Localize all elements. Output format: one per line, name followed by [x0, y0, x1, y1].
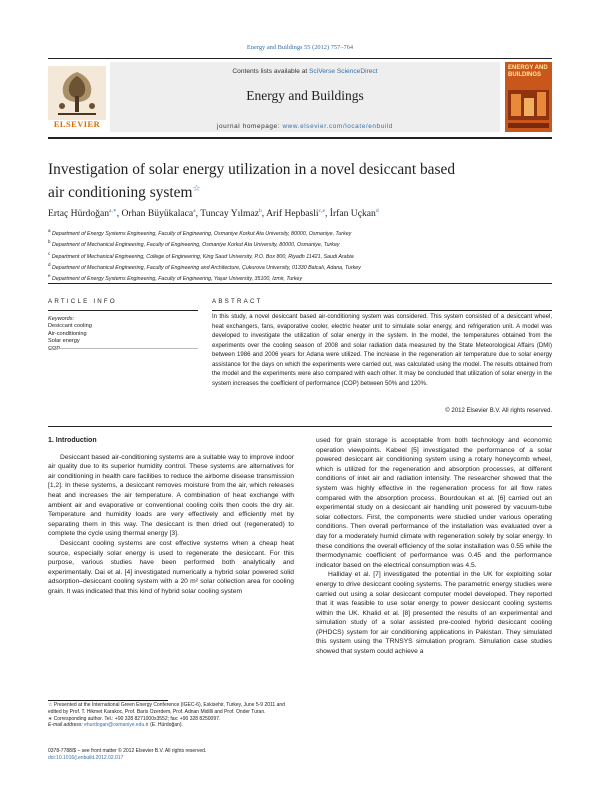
section-heading: 1. Introduction	[48, 437, 97, 444]
author[interactable]: Arif Hepbasli	[266, 208, 319, 220]
article-title-text: Investigation of solar energy utilization in a novel desiccant based air conditioning system	[48, 161, 456, 202]
keyword: Solar energy	[48, 338, 80, 345]
title-footnote-mark[interactable]: ☆	[192, 183, 201, 193]
affiliation	[48, 238, 548, 249]
homepage-link[interactable]: www.elsevier.com/locate/enbuild	[282, 123, 394, 130]
email-label: E-mail address:	[48, 722, 85, 729]
affiliation	[48, 227, 548, 238]
author-list: Ertaç Hürdoğan$^{a,∗}$, Orhan Büyükalaca$^a$, Tuncay Yılmaz$^b$, Arif Hepbasli$^{c,e}$, İrfan Uçkan$^d$	[48, 208, 379, 220]
affiliation-text: Department of Mechanical Engineering, Faculty of Engineering and Architecture, Çukurova University, 01330 Balcalı, Adana, Turkey	[52, 264, 361, 271]
affiliation	[48, 250, 548, 261]
sciverse-link[interactable]: SciVerse ScienceDirect	[309, 68, 378, 75]
elsevier-wordmark: ELSEVIER	[53, 120, 101, 129]
author-sup[interactable]: c,e	[318, 208, 325, 214]
article-title	[48, 160, 468, 202]
divider	[48, 310, 198, 311]
homepage-prefix: journal homepage:	[216, 123, 283, 130]
affiliation-text: Department of Mechanical Engineering, College of Engineering, King Saud University, P.O. Box 800, Riyadh 11421, Saudi Arabia	[51, 253, 354, 260]
affiliation-sup: b	[48, 239, 51, 245]
author[interactable]: Orhan Büyükalaca	[121, 208, 194, 220]
paragraph: Halliday et al. [7] investigated the potential in the UK for exploiting solar energy to drive desiccant cooling systems. The parametric energy studies were carried out using a solar desiccant computer model developed. They reported that it was feasible to use solar energy to power desiccant cooling systems within the UK. Khalid et al. [8] presented the results of an experimental and simulation study of a solar assisted pre-cooled hybrid desiccant cooling (PHDCS) system for air conditioning applications in Pakistan. They simulated this system using the TRNSYS simulation program. Simulation case studies showed that system could achieve a	[316, 571, 552, 656]
paragraph: used for grain storage is acceptable from both technology and economic operation viewpoints. Kabeel [5] investigated the performance of a solar powered desiccant air conditioning system using a rotary honeycomb wheel, which is utilized for the regeneration and absorption processes, at different conditions of inlet air and radiation intensity. The researcher showed that the system was highly effective in the regeneration process for all flow rates compared with the absorption process. Bourdoukan et al. [6] carried out an experimental study on a desiccant air handling unit powered by vacuum-tube solar collectors. First, the components were studied under various operating conditions. Then overall performance of the installation was evaluated over a day for a moderately humid climate with regeneration solely by solar energy. In these conditions the overall efficiency of the solar installation was 0.55 while the thermodynamic coefficient of performance was 0.45 and the performance indicator based on the electrical consumption was 4.5.	[316, 437, 552, 569]
header-rule-bottom	[48, 137, 552, 139]
affiliation-sup: c	[48, 250, 51, 256]
divider	[48, 426, 552, 427]
author[interactable]: Tuncay Yılmaz	[200, 208, 259, 220]
affiliation-text: Department of Energy Systems Engineering, Faculty of Engineering, Yaşar University, 35100, Izmir, Turkey	[52, 276, 303, 283]
elsevier-logo	[48, 66, 106, 128]
author-sup[interactable]: d	[375, 208, 379, 214]
affiliation-text: Department of Energy Systems Engineering, Faculty of Engineering, Osmaniye Korkut Ata University, 80000, Osmaniye, Turkey	[52, 230, 352, 237]
footnote-rule	[48, 700, 168, 701]
affiliation-text: Department of Mechanical Engineering, Faculty of Engineering, Osmaniye Korkut Ata University, 80000, Osmaniye, Turkey	[52, 242, 340, 249]
journal-homepage	[110, 123, 500, 130]
divider	[48, 283, 552, 284]
author[interactable]: Ertaç Hürdoğan	[48, 208, 110, 220]
header-rule-top	[48, 58, 552, 59]
cover-title: ENERGY AND BUILDINGS	[508, 65, 548, 78]
article-info-heading: ARTICLE INFO	[48, 298, 117, 305]
keyword: Air-conditioning	[48, 330, 87, 337]
affiliations	[48, 227, 548, 284]
abstract-copyright: © 2012 Elsevier B.V. All rights reserved.	[445, 408, 552, 414]
abstract-heading: ABSTRACT	[212, 298, 263, 305]
email-name: (E. Hürdoğan).	[148, 722, 183, 729]
author[interactable]: İrfan Uçkan	[329, 208, 376, 220]
abstract-text: In this study, a novel desiccant based air-conditioning system was considered. This system consisted of a desiccant wheel, heat exchangers, fans, evaporative cooler, electric heater unit to simulate solar energy, and refrigeration unit. A model was developed to investigate the utilization of solar energy in the system. In the model, the temperatures obtained from the experiments over the cooling season of 2008 and solar radiation data measured by the State Meteorological Affairs (DMI) between 1986 and 2006 years for Adana were utilized. The increase in the regeneration air temperature due to solar energy assistance for the days on which the experiments were carried out, was calculated using the model. The results obtained from the model and the experiments were also compared with each other. It may be concluded that utilization of solar energy in the system increases the coefficient of performance (COP) between 50% and 120%.	[212, 314, 552, 387]
divider	[212, 310, 552, 311]
author-sup[interactable]: b	[259, 208, 262, 214]
paragraph: Desiccant cooling systems are cost effective systems when a cheap heat source, especially solar energy is used to regenerate the desiccant. For this purpose, various studies have been performed both analytically and experimentally. Dai et al. [4] investigated numerically a hybrid solar powered solid adsorption–desiccant cooling system with a 20 m² solar collection area for cooling grain. It was indicated that this kind of hybrid solar cooling system	[48, 539, 294, 595]
keyword: COP	[48, 345, 61, 352]
paragraph: Desiccant based air-conditioning systems are a suitable way to improve indoor air quality due to its superior humidity control. These systems are alternatives for air conditioning in health care facilities to reduce the airborne disease transmission [1,2]. In these systems, a desiccant removes moisture from the air, which releases heat and increases the air temperature. A combination of heat exchange with ambient air and evaporative or conventional cooling coils then cools the dry air. Temperature and humidity loads are very effectively and efficiently met by separating them in this way. The desiccant is then dried out (regenerated) to complete the cycle using thermal energy [3].	[48, 453, 294, 538]
affiliation-sup: a	[48, 228, 51, 233]
contents-line	[110, 68, 500, 75]
footnote-corresponding: ∗ Corresponding author. Tel.: +90 328 8271000x3552; fax: +90 328 8250097.	[48, 715, 221, 722]
email-link[interactable]: ehurdogan@osmaniye.edu.tr	[84, 722, 149, 729]
author-sup[interactable]: a,∗	[109, 208, 117, 214]
journal-title: Energy and Buildings	[246, 88, 364, 103]
footnote-star: ☆ Presented at the International Green Energy Conference (IGEC-6), Eskisehir, Turkey, June 5-9 2011 and edited by Prof. T. Hikmet Karakoc, Prof. Baris Ozerdem, Prof. Adnan Midilli and Prof. Onder Turan.	[48, 702, 285, 715]
doi-link[interactable]: doi:10.1016/j.enbuild.2012.02.017	[48, 754, 124, 761]
affiliation-sup: e	[48, 273, 51, 279]
affiliation	[48, 261, 548, 272]
journal-citation[interactable]: Energy and Buildings 55 (2012) 757–764	[246, 44, 354, 51]
footnotes	[48, 702, 294, 729]
body-column-right	[316, 436, 552, 657]
body-column-left	[48, 436, 294, 597]
issn-block	[48, 748, 348, 762]
divider	[48, 348, 198, 349]
elsevier-tree-icon	[48, 66, 106, 120]
footnote-email	[48, 722, 294, 729]
contents-prefix: Contents lists available at	[232, 68, 310, 75]
author-sup[interactable]: a	[193, 208, 196, 214]
keywords-label: Keywords:	[48, 316, 75, 322]
keyword: Desiccant cooling	[48, 323, 92, 330]
affiliation-sup: d	[48, 262, 51, 268]
issn-line: 0378-7788/$ – see front matter © 2012 Elsevier B.V. All rights reserved.	[48, 748, 207, 754]
